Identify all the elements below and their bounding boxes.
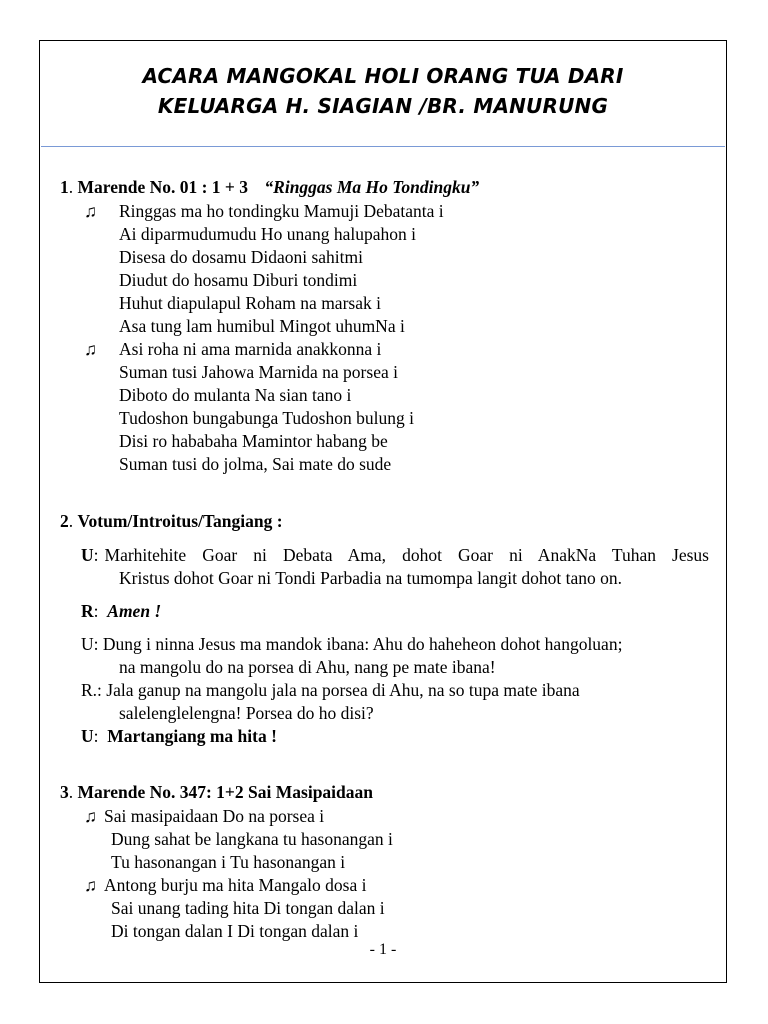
document-title	[40, 61, 726, 121]
music-note-icon: ♫	[84, 339, 98, 359]
liturgy-u3: U: Martangiang ma hita !	[81, 726, 277, 746]
verse-line: Tu hasonangan i Tu hasonangan i	[111, 852, 346, 872]
verse-line: Asi roha ni ama marnida anakkonna i	[119, 339, 382, 359]
section-1-number: 1	[60, 177, 69, 197]
liturgy-u1-text-1: Marhitehite Goar ni Debata Ama, dohot Goar ni AnakNa Tuhan Jesus	[104, 545, 709, 565]
liturgy-u1-line1: U: Marhitehite Goar ni Debata Ama, dohot Goar ni AnakNa Tuhan Jesus	[81, 545, 709, 565]
section-3-heading-text: Marende No. 347: 1+2 Sai Masipaidaan	[77, 782, 374, 802]
liturgy-u2-line1: U: Dung i ninna Jesus ma mandok ibana: Ahu do haheheon dohot hangoluan;	[81, 634, 623, 654]
liturgy-r2-line1: R.: Jala ganup na mangolu jala na porsea di Ahu, na so tupa mate ibana	[81, 680, 580, 700]
verse-line: Tudoshon bungabunga Tudoshon bulung i	[119, 408, 414, 428]
section-3-number: 3	[60, 782, 69, 802]
music-note-icon: ♫	[84, 806, 98, 826]
title-line-2: KELUARGA H. SIAGIAN /BR. MANURUNG	[157, 94, 609, 118]
verse-line: Diudut do hosamu Diburi tondimi	[119, 270, 358, 290]
speaker-u-label: U	[81, 545, 94, 565]
title-divider	[41, 146, 725, 147]
verse-line: Sai unang tading hita Di tongan dalan i	[111, 898, 385, 918]
response-amen: Amen !	[107, 601, 162, 621]
document-page	[39, 40, 727, 983]
verse-line: Suman tusi do jolma, Sai mate do sude	[119, 454, 392, 474]
verse-line: Di tongan dalan I Di tongan dalan i	[111, 921, 359, 941]
speaker-r-label: R	[81, 601, 94, 621]
verse-line: Dung sahat be langkana tu hasonangan i	[111, 829, 393, 849]
section-1-heading-text: Marende No. 01 : 1 + 3	[77, 177, 249, 197]
section-1-heading: 1. Marende No. 01 : 1 + 3 “Ringgas Ma Ho Tondingku”	[60, 177, 480, 197]
verse-line: Huhut diapulapul Roham na marsak i	[119, 293, 381, 313]
music-note-icon: ♫	[84, 875, 98, 895]
verse-line: Diboto do mulanta Na sian tano i	[119, 385, 352, 405]
section-2-number: 2	[60, 511, 69, 531]
verse-line: Ai diparmudumudu Ho unang halupahon i	[119, 224, 416, 244]
verse-line: Disesa do dosamu Didaoni sahitmi	[119, 247, 364, 267]
verse-line: Suman tusi Jahowa Marnida na porsea i	[119, 362, 398, 382]
liturgy-u2-line2: na mangolu do na porsea di Ahu, nang pe mate ibana!	[119, 657, 496, 677]
section-3-heading: 3. Marende No. 347: 1+2 Sai Masipaidaan	[60, 782, 374, 802]
verse-line: Asa tung lam humibul Mingot uhumNa i	[119, 316, 405, 336]
section-2-heading-text: Votum/Introitus/Tangiang :	[77, 511, 283, 531]
section-2-heading: 2. Votum/Introitus/Tangiang :	[60, 511, 283, 531]
section-1-song-title: “Ringgas Ma Ho Tondingku”	[264, 177, 480, 197]
verse-line: Disi ro hababaha Mamintor habang be	[119, 431, 388, 451]
title-line-1: ACARA MANGOKAL HOLI ORANG TUA DARI	[142, 64, 624, 88]
verse-line: Antong burju ma hita Mangalo dosa i	[104, 875, 367, 895]
liturgy-r2-line2: salelenglelengna! Porsea do ho disi?	[119, 703, 374, 723]
page-number: - 1 -	[369, 941, 397, 958]
liturgy-u1-text-2: Kristus dohot Goar ni Tondi Parbadia na tumompa langit dohot tano on.	[119, 568, 622, 588]
verse-line: Ringgas ma ho tondingku Mamuji Debatanta i	[119, 201, 444, 221]
speaker-u-label: U	[81, 726, 94, 746]
music-note-icon: ♫	[84, 201, 98, 221]
prayer-call: Martangiang ma hita !	[107, 726, 277, 746]
liturgy-r1: R: Amen !	[81, 601, 162, 621]
verse-line: Sai masipaidaan Do na porsea i	[104, 806, 325, 826]
